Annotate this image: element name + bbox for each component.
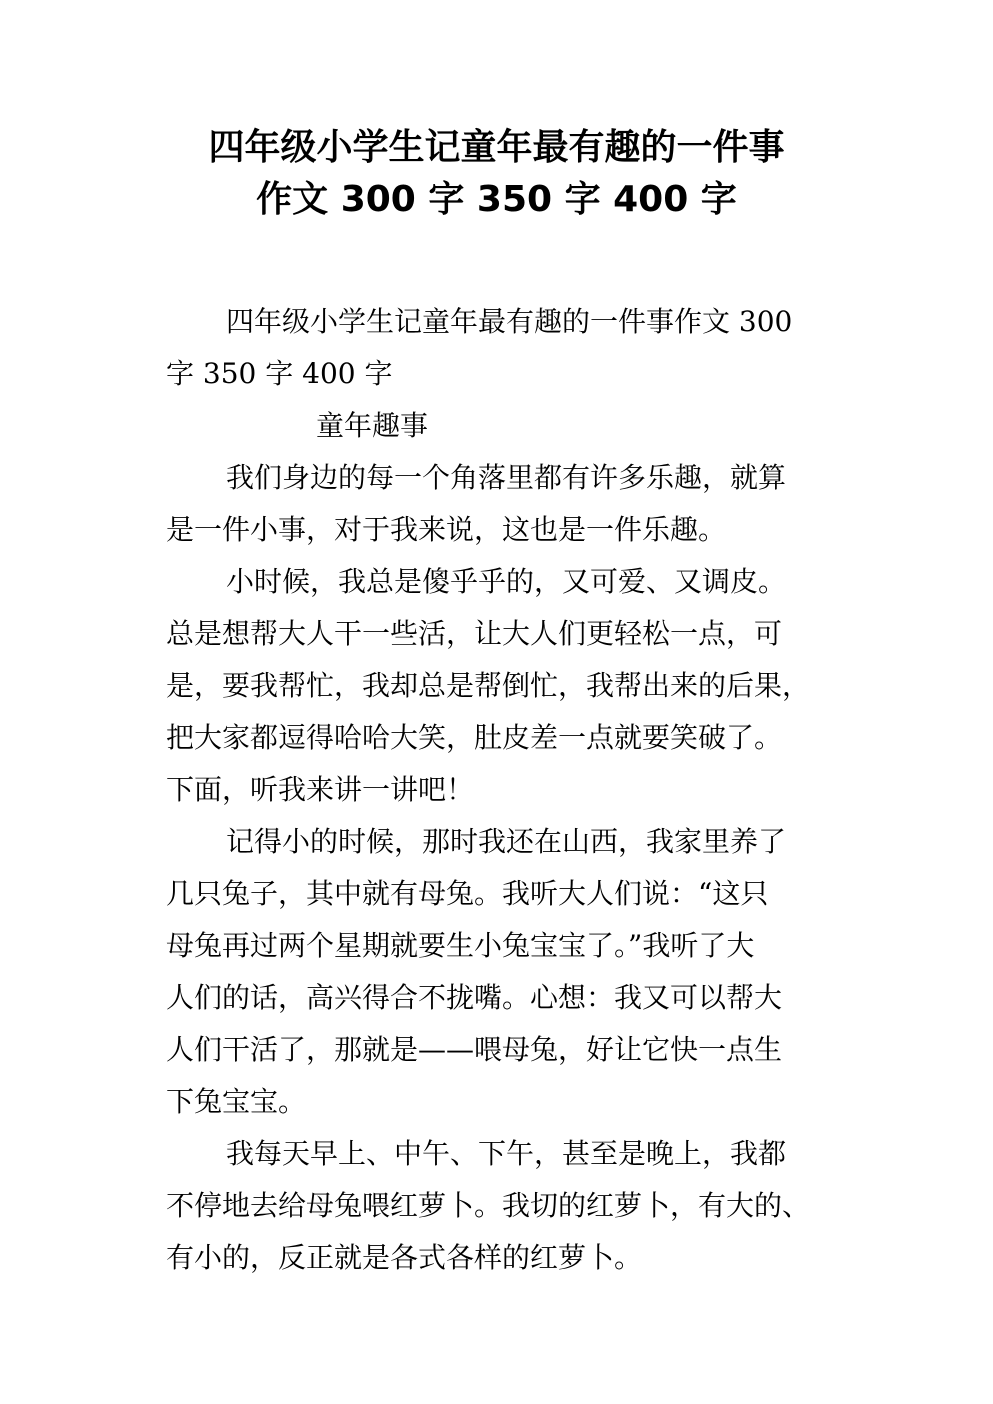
text-line: 小时候，我总是傻乎乎的，又可爱、又调皮。 — [226, 565, 787, 598]
paragraph — [166, 1128, 846, 1284]
paragraph — [166, 400, 846, 452]
document-body — [166, 296, 846, 1284]
document-title-line-1: 四年级小学生记童年最有趣的一件事 — [208, 127, 785, 168]
text-line: 童年趣事 — [316, 409, 429, 442]
text-line: 记得小的时候，那时我还在山西，我家里养了 — [226, 825, 787, 858]
paragraph — [166, 816, 846, 1128]
text-line: 几只兔子，其中就有母兔。我听大人们说：“这只 — [166, 877, 769, 910]
text-line: 不停地去给母兔喂红萝卜。我切的红萝卜，有大的、 — [166, 1189, 811, 1222]
text-line: 是，要我帮忙，我却总是帮倒忙，我帮出来的后果， — [166, 669, 811, 702]
text-line: 下面，听我来讲一讲吧！ — [166, 773, 475, 806]
paragraph — [166, 296, 846, 400]
text-line: 四年级小学生记童年最有趣的一件事作文 300 — [226, 305, 793, 338]
text-line: 人们干活了，那就是——喂母兔，好让它快一点生 — [166, 1033, 783, 1066]
paragraph — [166, 556, 846, 816]
paragraph — [166, 452, 846, 556]
text-line: 总是想帮大人干一些活，让大人们更轻松一点，可 — [166, 617, 783, 650]
text-line: 下兔宝宝。 — [166, 1085, 307, 1118]
text-line: 是一件小事，对于我来说，这也是一件乐趣。 — [166, 513, 727, 546]
text-line: 字 350 字 400 字 — [166, 357, 393, 390]
text-line: 我们身边的每一个角落里都有许多乐趣，就算 — [226, 461, 787, 494]
text-line: 有小的，反正就是各式各样的红萝卜。 — [166, 1241, 643, 1274]
text-line: 我每天早上、中午、下午，甚至是晚上，我都 — [226, 1137, 787, 1170]
text-line: 母兔再过两个星期就要生小兔宝宝了。”我听了大 — [166, 929, 755, 962]
text-line: 人们的话，高兴得合不拢嘴。心想：我又可以帮大 — [166, 981, 783, 1014]
document-title-line-2: 作文 300 字 350 字 400 字 — [256, 179, 737, 220]
text-line: 把大家都逗得哈哈大笑，肚皮差一点就要笑破了。 — [166, 721, 783, 754]
